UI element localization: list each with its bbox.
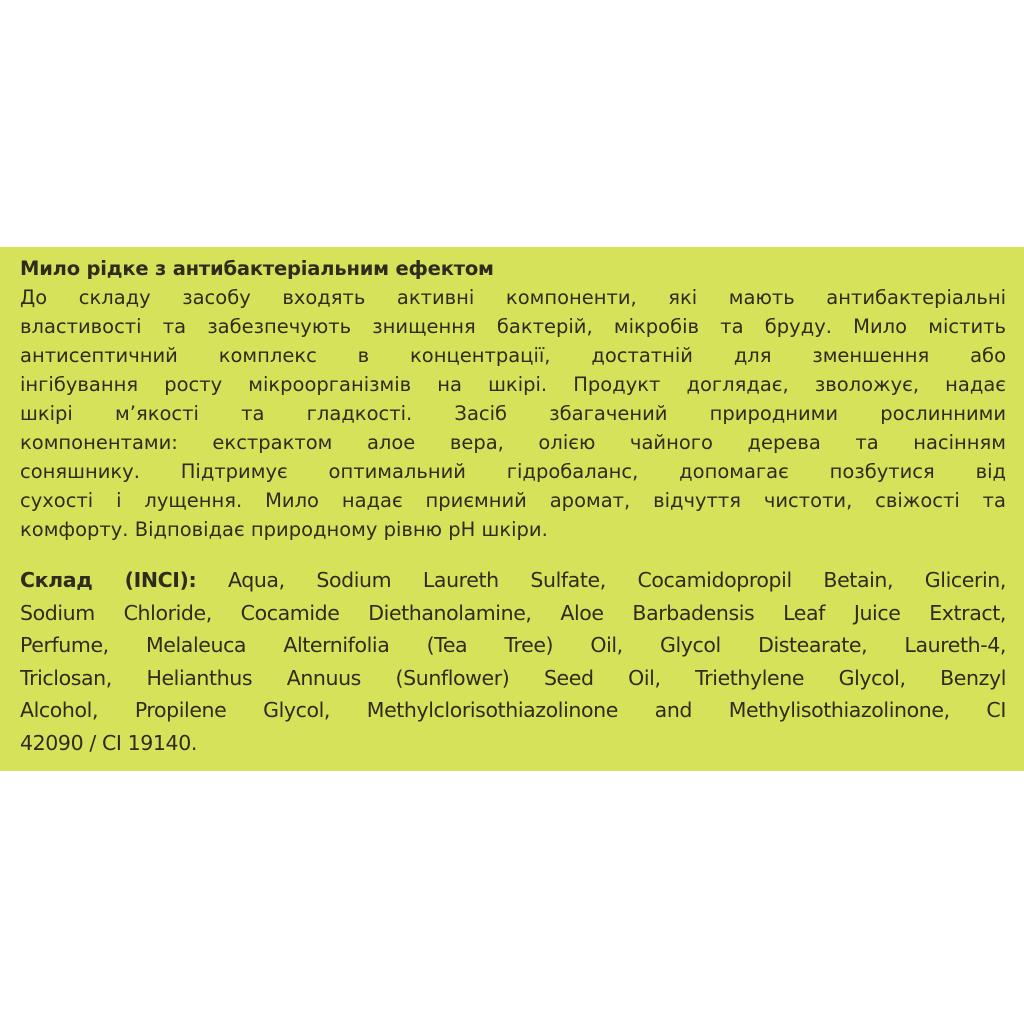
description-line: компонентами: екстрактом алое вера, олією чайного дерева та насінням — [20, 431, 1006, 454]
ingredients-line: Perfume, Melaleuca Alternifolia (Tea Tree) Oil, Glycol Distearate, Laureth-4, — [20, 633, 1006, 658]
ingredients-line — [20, 564, 1006, 597]
description-line: соняшнику. Підтримує оптимальний гідробаланс, допомагає позбутися від — [20, 460, 1006, 483]
description-line: антисептичний комплекс в концентрації, достатній для зменшення або — [20, 344, 1006, 367]
ingredients-line: Sodium Chloride, Cocamide Diethanolamine, Aloe Barbadensis Leaf Juice Extract, — [20, 600, 1006, 625]
description-line: комфорту. Відповідає природному рівню pH шкіри. — [20, 518, 548, 541]
description-line: інгібування росту мікроорганізмів на шкірі. Продукт доглядає, зволожує, надає — [20, 373, 1006, 396]
ingredients-line: Alcohol, Propilene Glycol, Methylclorisothiazolinone and Methylisothiazolinone, CI — [20, 698, 1006, 723]
ingredients-list — [20, 564, 1006, 760]
ingredients-label: Склад (INCI): — [20, 568, 197, 592]
description-line: шкірі м’якості та гладкості. Засіб збагачений природними рослинними — [20, 402, 1006, 425]
product-label-panel — [0, 247, 1024, 771]
ingredients-line: 42090 / CI 19140. — [20, 730, 197, 755]
description-line: До складу засобу входять активні компоненти, які мають антибактеріальні — [20, 286, 1006, 309]
description-line: властивості та забезпечують знищення бактерій, мікробів та бруду. Мило містить — [20, 315, 1006, 338]
ingredients-text: Aqua, Sodium Laureth Sulfate, Cocamidopropil Betain, Glicerin, — [196, 568, 1006, 592]
product-description — [20, 283, 1006, 544]
ingredients-line: Triclosan, Helianthus Annuus (Sunflower) Seed Oil, Triethylene Glycol, Benzyl — [20, 665, 1006, 690]
description-line: сухості і лущення. Мило надає приємний аромат, відчуття чистоти, свіжості та — [20, 489, 1006, 512]
product-title: Мило рідке з антибактеріальним ефектом — [20, 257, 494, 280]
